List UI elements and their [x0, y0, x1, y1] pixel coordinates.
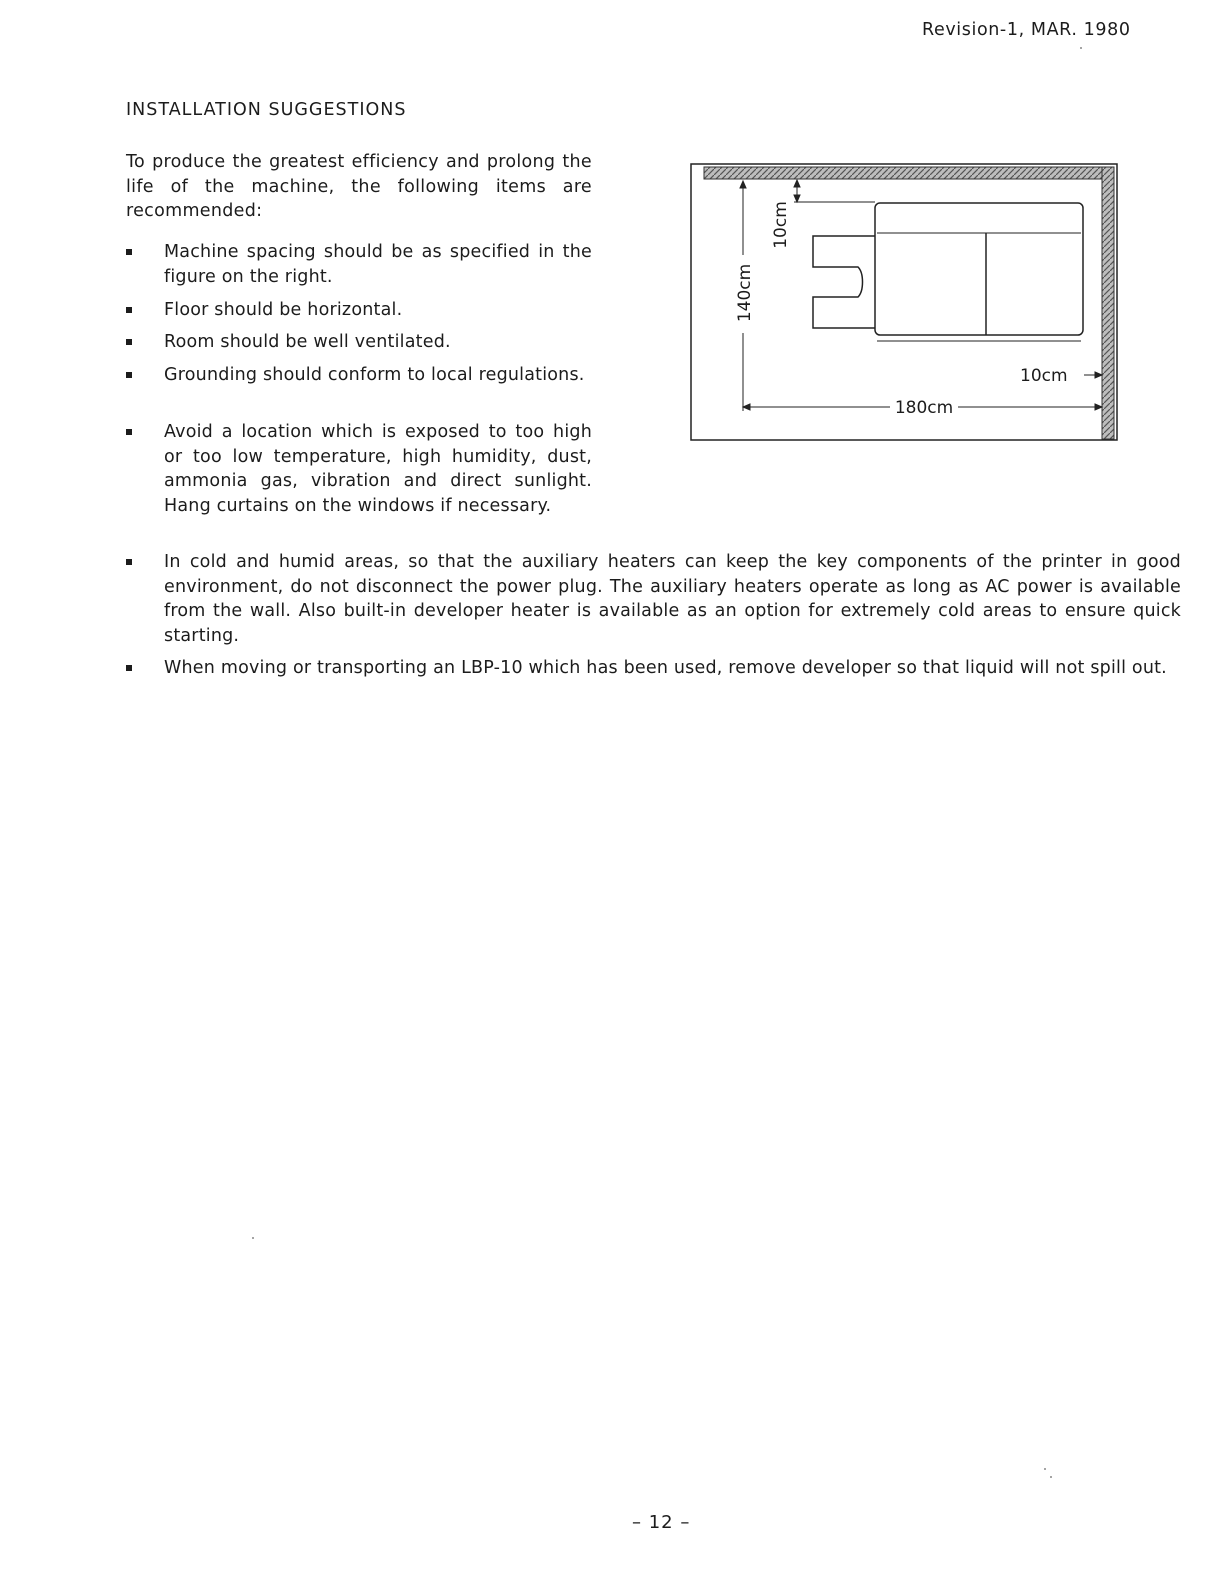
bullet-text: Floor should be horizontal. [164, 300, 403, 320]
right-wall [1102, 167, 1114, 439]
bullet-text: In cold and humid areas, so that the auxiliary heaters can keep the key components of the printer in good environment, do not disconnect the power plug. The auxiliary heaters operate as long as AC power is available from the wall. Also built-in developer heater is available as an option for extremely cold areas to ensure quick starting. [164, 552, 1181, 646]
top-clearance-dimension [794, 180, 875, 202]
bullet-text: Avoid a location which is exposed to too high or too low temperature, high humidity, dust, ammonia gas, vibration and direct sunlight. Hang curtains on the windows if necessary. [164, 422, 592, 516]
page-number: – 12 – [632, 1512, 691, 1533]
label-depth: 140cm [735, 263, 755, 323]
top-wall [704, 167, 1114, 179]
intro-paragraph: To produce the greatest efficiency and prolong the life of the machine, the following items are recommended: [126, 152, 592, 221]
bullet-marker [126, 429, 132, 435]
side-clearance-dimension [1084, 372, 1102, 378]
printer-outline [813, 203, 1083, 341]
scan-speck [1044, 1468, 1046, 1470]
label-side-clearance: 10cm [1020, 366, 1068, 386]
bullet-text: Machine spacing should be as specified in the figure on the right. [164, 242, 592, 287]
section-heading: INSTALLATION SUGGESTIONS [126, 100, 407, 120]
label-top-clearance: 10cm [771, 201, 791, 249]
bullet-marker [126, 559, 132, 565]
scan-speck [1080, 47, 1082, 49]
bullet-marker [126, 339, 132, 345]
page-header-revision: Revision-1, MAR. 1980 [922, 20, 1131, 40]
bullet-marker [126, 372, 132, 378]
bullet-marker [126, 665, 132, 671]
bullet-text: When moving or transporting an LBP-10 which has been used, remove developer so that liquid will not spill out. [164, 658, 1167, 678]
machine-spacing-figure [690, 163, 1118, 441]
bullet-marker [126, 249, 132, 255]
bullet-marker [126, 307, 132, 313]
scan-speck [1050, 1476, 1052, 1478]
label-width: 180cm [894, 398, 954, 418]
bullet-text: Grounding should conform to local regulations. [164, 365, 585, 385]
bullet-text: Room should be well ventilated. [164, 332, 451, 352]
scan-speck [252, 1237, 254, 1239]
